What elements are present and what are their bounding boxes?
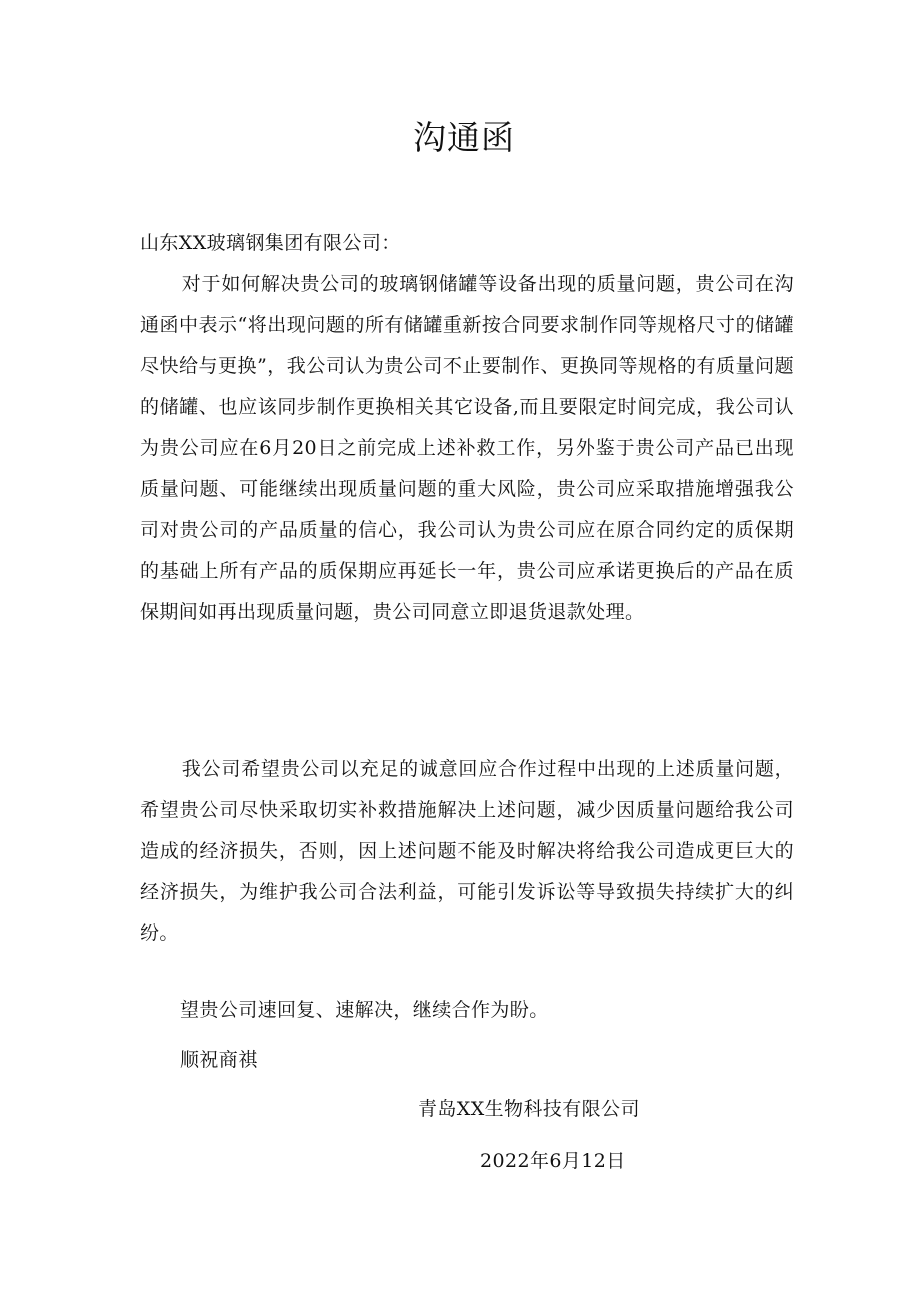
sender-signature: 青岛XX生物科技有限公司 xyxy=(418,1098,640,1120)
document-title: 沟通函 xyxy=(413,118,515,157)
body-paragraph-2: 我公司希望贵公司以充足的诚意回应合作过程中出现的上述质量问题，希望贵公司尽快采取切实补救措施解决上述问题，减少因质量问题给我公司造成的经济损失，否则，因上述问题不能及时解决将给我公司造成更巨大的经济损失，为维护我公司合法利益，可能引发诉讼等导致损失持续扩大的纠纷。 xyxy=(140,758,794,944)
body-paragraph-1: 对于如何解决贵公司的玻璃钢储罐等设备出现的质量问题，贵公司在沟通函中表示“将出现问题的所有储罐重新按合同要求制作同等规格尺寸的储罐尽快给与更换”，我公司认为贵公司不止要制作、更换同等规格的有质量问题的储罐、也应该同步制作更换相关其它设备,而且要限定时间完成，我公司认为贵公司应在6月20日之前完成上述补救工作，另外鉴于贵公司产品已出现质量问题、可能继续出现质量问题的重大风险，贵公司应采取措施增强我公司对贵公司的产品质量的信心，我公司认为贵公司应在原合同约定的质保期的基础上所有产品的质保期应再延长一年，贵公司应承诺更换后的产品在质保期间如再出现质量问题，贵公司同意立即退货退款处理。 xyxy=(140,273,794,623)
body-paragraph-3: 望贵公司速回复、速解决，继续合作为盼。 xyxy=(180,999,549,1021)
recipient-line: 山东XX玻璃钢集团有限公司： xyxy=(140,232,401,254)
letter-date: 2022年6月12日 xyxy=(480,1150,626,1172)
closing-greeting: 顺祝商祺 xyxy=(180,1049,258,1071)
